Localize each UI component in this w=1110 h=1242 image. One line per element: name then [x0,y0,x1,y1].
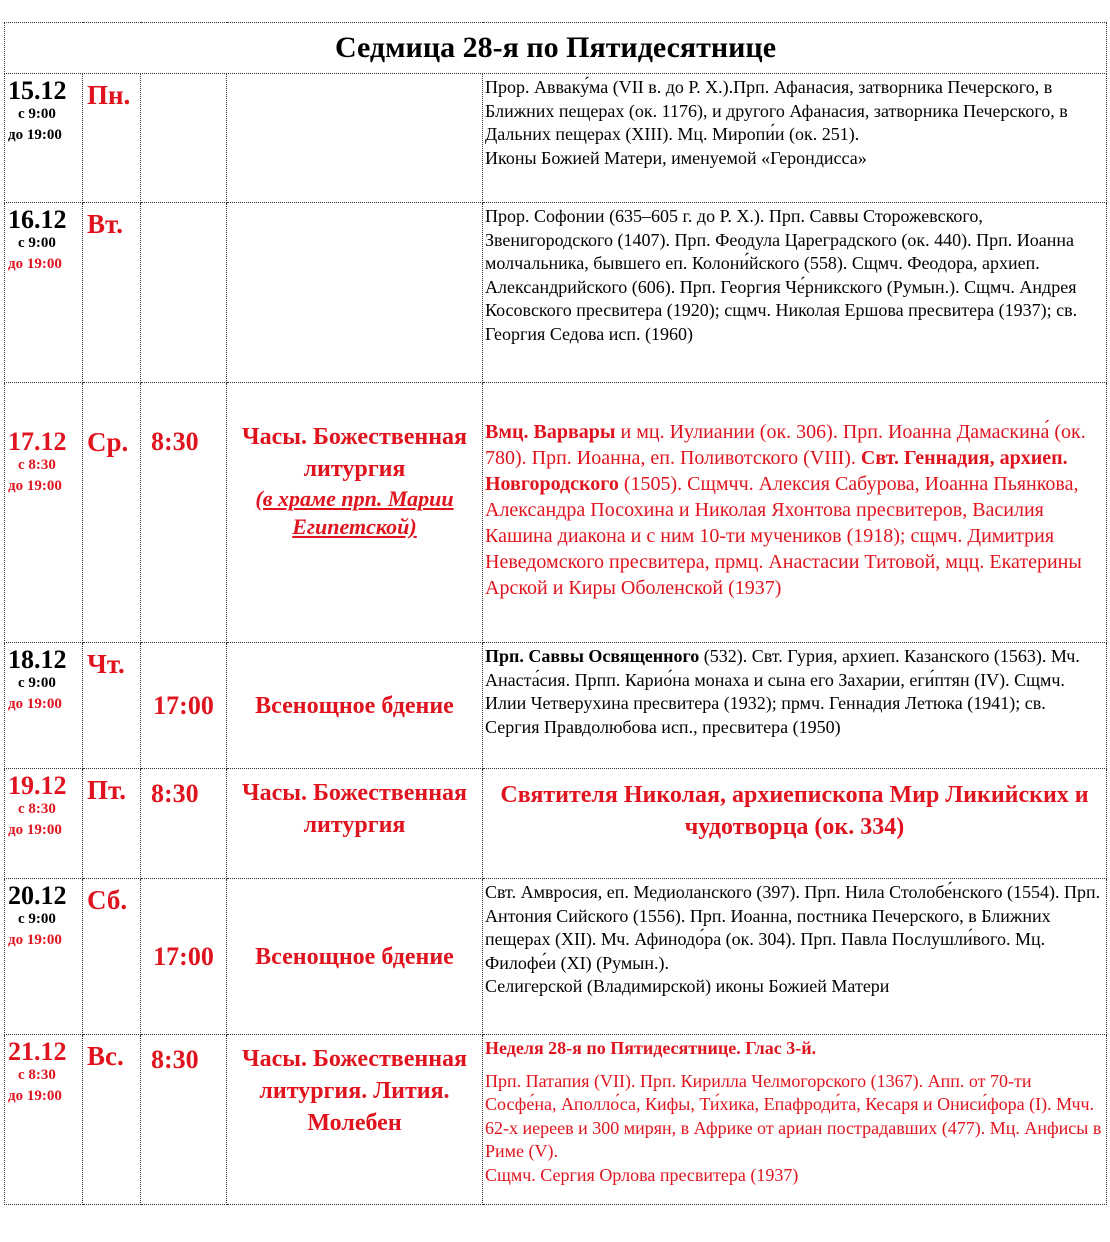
open-hours [8,799,82,841]
saints-text: и мц. Иулиании (ок. 306). Прп. Иоанна Дамаскина́ (ок. 780). Прп. Иоанна, еп. Поливотского (VIII). [485,421,1086,469]
saints-text: Прп. Патапия (VII). Прп. Кирилла Челмогорского (1367). Апп. от 70-ти Сосфе́на, Аполло́са, Кифы, Ти́хика, Епафроди́та, Кесаря и Ониси́фора (I). Мчч. 62-х иереев и 300 мирян, в Африке от ариан пострадавших (477). Мц. Анфисы в Риме (V). [485,1070,1102,1161]
table-row [5,383,1107,643]
weekday: Ср. [83,383,141,643]
open-hours [8,233,82,275]
saints-text: Прор. Авваку́ма (VII в. до Р. Х.).Прп. Афанасия, затворника Печерского, в Ближних пещерах (ок. 1176), и другого Афанасия, затворника Печерского, в Дальних пещерах (XIII). Мц. Миропи́и (ок. 251). [485,77,1068,144]
schedule-table [4,22,1107,1205]
close-time: до 19:00 [8,1088,62,1104]
service-time: 8:30 [141,769,227,879]
close-time: до 19:00 [8,127,62,143]
saints-text: (532). Свт. Гурия, архиеп. Казанского (1563). Мч. Анаста́сия. Прпп. Карио́на монаха и сына его Захарии, еги́птян (IV). Сщмч. Илии Четверухина пресвитера (1932); прмч. Геннадия Летюка (1941); св. Сергия Правдолюбова исп., пресвитера (1950) [485,646,1080,737]
service-name: Всенощное бдение [227,879,483,1035]
service-time [141,203,227,383]
open-time: с 8:30 [18,457,56,473]
saints-bold: Прп. Саввы Освященного [485,646,700,666]
service-name: Часы. Божественная литургия. Лития. Молебен [227,1035,483,1205]
feast-cell: Святителя Николая, архиепископа Мир Ликийских и чудотворца (ок. 334) [483,769,1107,879]
date: 18.12 [8,645,67,674]
service-name [227,203,483,383]
date-cell [5,769,83,879]
close-time: до 19:00 [8,822,62,838]
open-time: с 8:30 [18,801,56,817]
saints-cell [483,74,1107,203]
close-time: до 19:00 [8,256,62,272]
open-hours [8,455,82,497]
close-time: до 19:00 [8,932,62,948]
service-name [227,74,483,203]
open-hours [8,104,82,146]
weekday: Сб. [83,879,141,1035]
saints-text: Свт. Амвросия, еп. Медиоланского (397). Прп. Нила Столобе́нского (1554). Прп. Антония Сийского (1556). Прп. Иоанна, постника Печерского, в Ближних пещерах (XII). Мч. Афинодо́ра (ок. 304). Прп. Павла Послушли́вого. Мц. Филофе́и (XI) (Румын.). [485,882,1101,973]
date: 15.12 [8,76,67,105]
date: 19.12 [8,771,67,800]
table-row [5,1035,1107,1205]
saints-cell [483,643,1107,769]
table-row [5,203,1107,383]
close-time: до 19:00 [8,696,62,712]
service-time: 8:30 [141,383,227,643]
service-name: Всенощное бдение [227,643,483,769]
service-location: (в храме прп. Марии Египетской) [255,486,454,539]
saints-bold: Вмц. Варвары [485,421,616,443]
weekday: Вт. [83,203,141,383]
open-hours [8,909,82,951]
saints-cell [483,203,1107,383]
service-time: 17:00 [141,643,227,769]
open-time: с 9:00 [18,911,56,927]
date-cell [5,1035,83,1205]
date-cell [5,383,83,643]
weekday: Пт. [83,769,141,879]
date: 17.12 [8,427,67,456]
saints-text: Иконы Божией Матери, именуемой «Герондисса» [485,147,867,168]
table-row [5,74,1107,203]
sunday-heading: Неделя 28-я по Пятидесятнице. Глас 3-й. [485,1038,817,1058]
schedule-sheet [4,22,1106,1205]
date-cell [5,643,83,769]
date: 16.12 [8,205,67,234]
service-name: Часы. Божественная литургия [242,424,467,482]
service-time [141,74,227,203]
service-cell [227,383,483,643]
page-title: Седмица 28-я по Пятидесятнице [5,23,1107,74]
saints-text: Прор. Софонии (635–605 г. до Р. Х.). Прп. Саввы Сторожевского, Звенигородского (1407). Прп. Феодула Цареградского (ок. 440). Прп. Иоанна молчальника, бывшего еп. Колони́йского (558). Сщмч. Феодора, архиеп. Александрийского (606). Прп. Георгия Че́рникского (Румын.). Сщмч. Андрея [485,206,1077,297]
title-row [5,23,1107,74]
open-time: с 8:30 [18,1067,56,1083]
saints-text: (1505). Сщмчч. Алексия Сабурова, Иоанна Пьянкова, Александра Посохина и Николая Яхонтова пресвитеров, Василия Кашина диакона и с ним 10-ти мучеников (1918); сщмч. Димитрия Неведомского пресвитера, прмц. Анастасии Титовой, мцц. Екатерины Арской и Киры Оболенской (1937) [485,473,1082,599]
table-row [5,643,1107,769]
saints-cell [483,1035,1107,1205]
saints-cell [483,879,1107,1035]
saints-text: Косовского пресвитера (1920); сщмч. Николая Ершова пресвитера (1937); св. Георгия Седова исп. (1960) [485,300,1078,344]
saints-text: Селигерской (Владимирской) иконы Божией Матери [485,976,890,996]
service-name: Часы. Божественная литургия [227,769,483,879]
service-time: 8:30 [141,1035,227,1205]
weekday: Вс. [83,1035,141,1205]
table-row [5,879,1107,1035]
open-hours [8,1065,82,1107]
open-hours [8,673,82,715]
date: 20.12 [8,881,67,910]
open-time: с 9:00 [18,106,56,122]
date-cell [5,203,83,383]
table-row [5,769,1107,879]
weekday: Пн. [83,74,141,203]
saints-bold: Свт. Геннадия, архиеп. Новгородского [485,447,1068,495]
date-cell [5,879,83,1035]
weekday: Чт. [83,643,141,769]
service-time: 17:00 [141,879,227,1035]
open-time: с 9:00 [18,235,56,251]
close-time: до 19:00 [8,478,62,494]
date-cell [5,74,83,203]
open-time: с 9:00 [18,675,56,691]
saints-cell [483,383,1107,643]
date: 21.12 [8,1037,67,1066]
saints-text: Сщмч. Сергия Орлова пресвитера (1937) [485,1164,799,1185]
